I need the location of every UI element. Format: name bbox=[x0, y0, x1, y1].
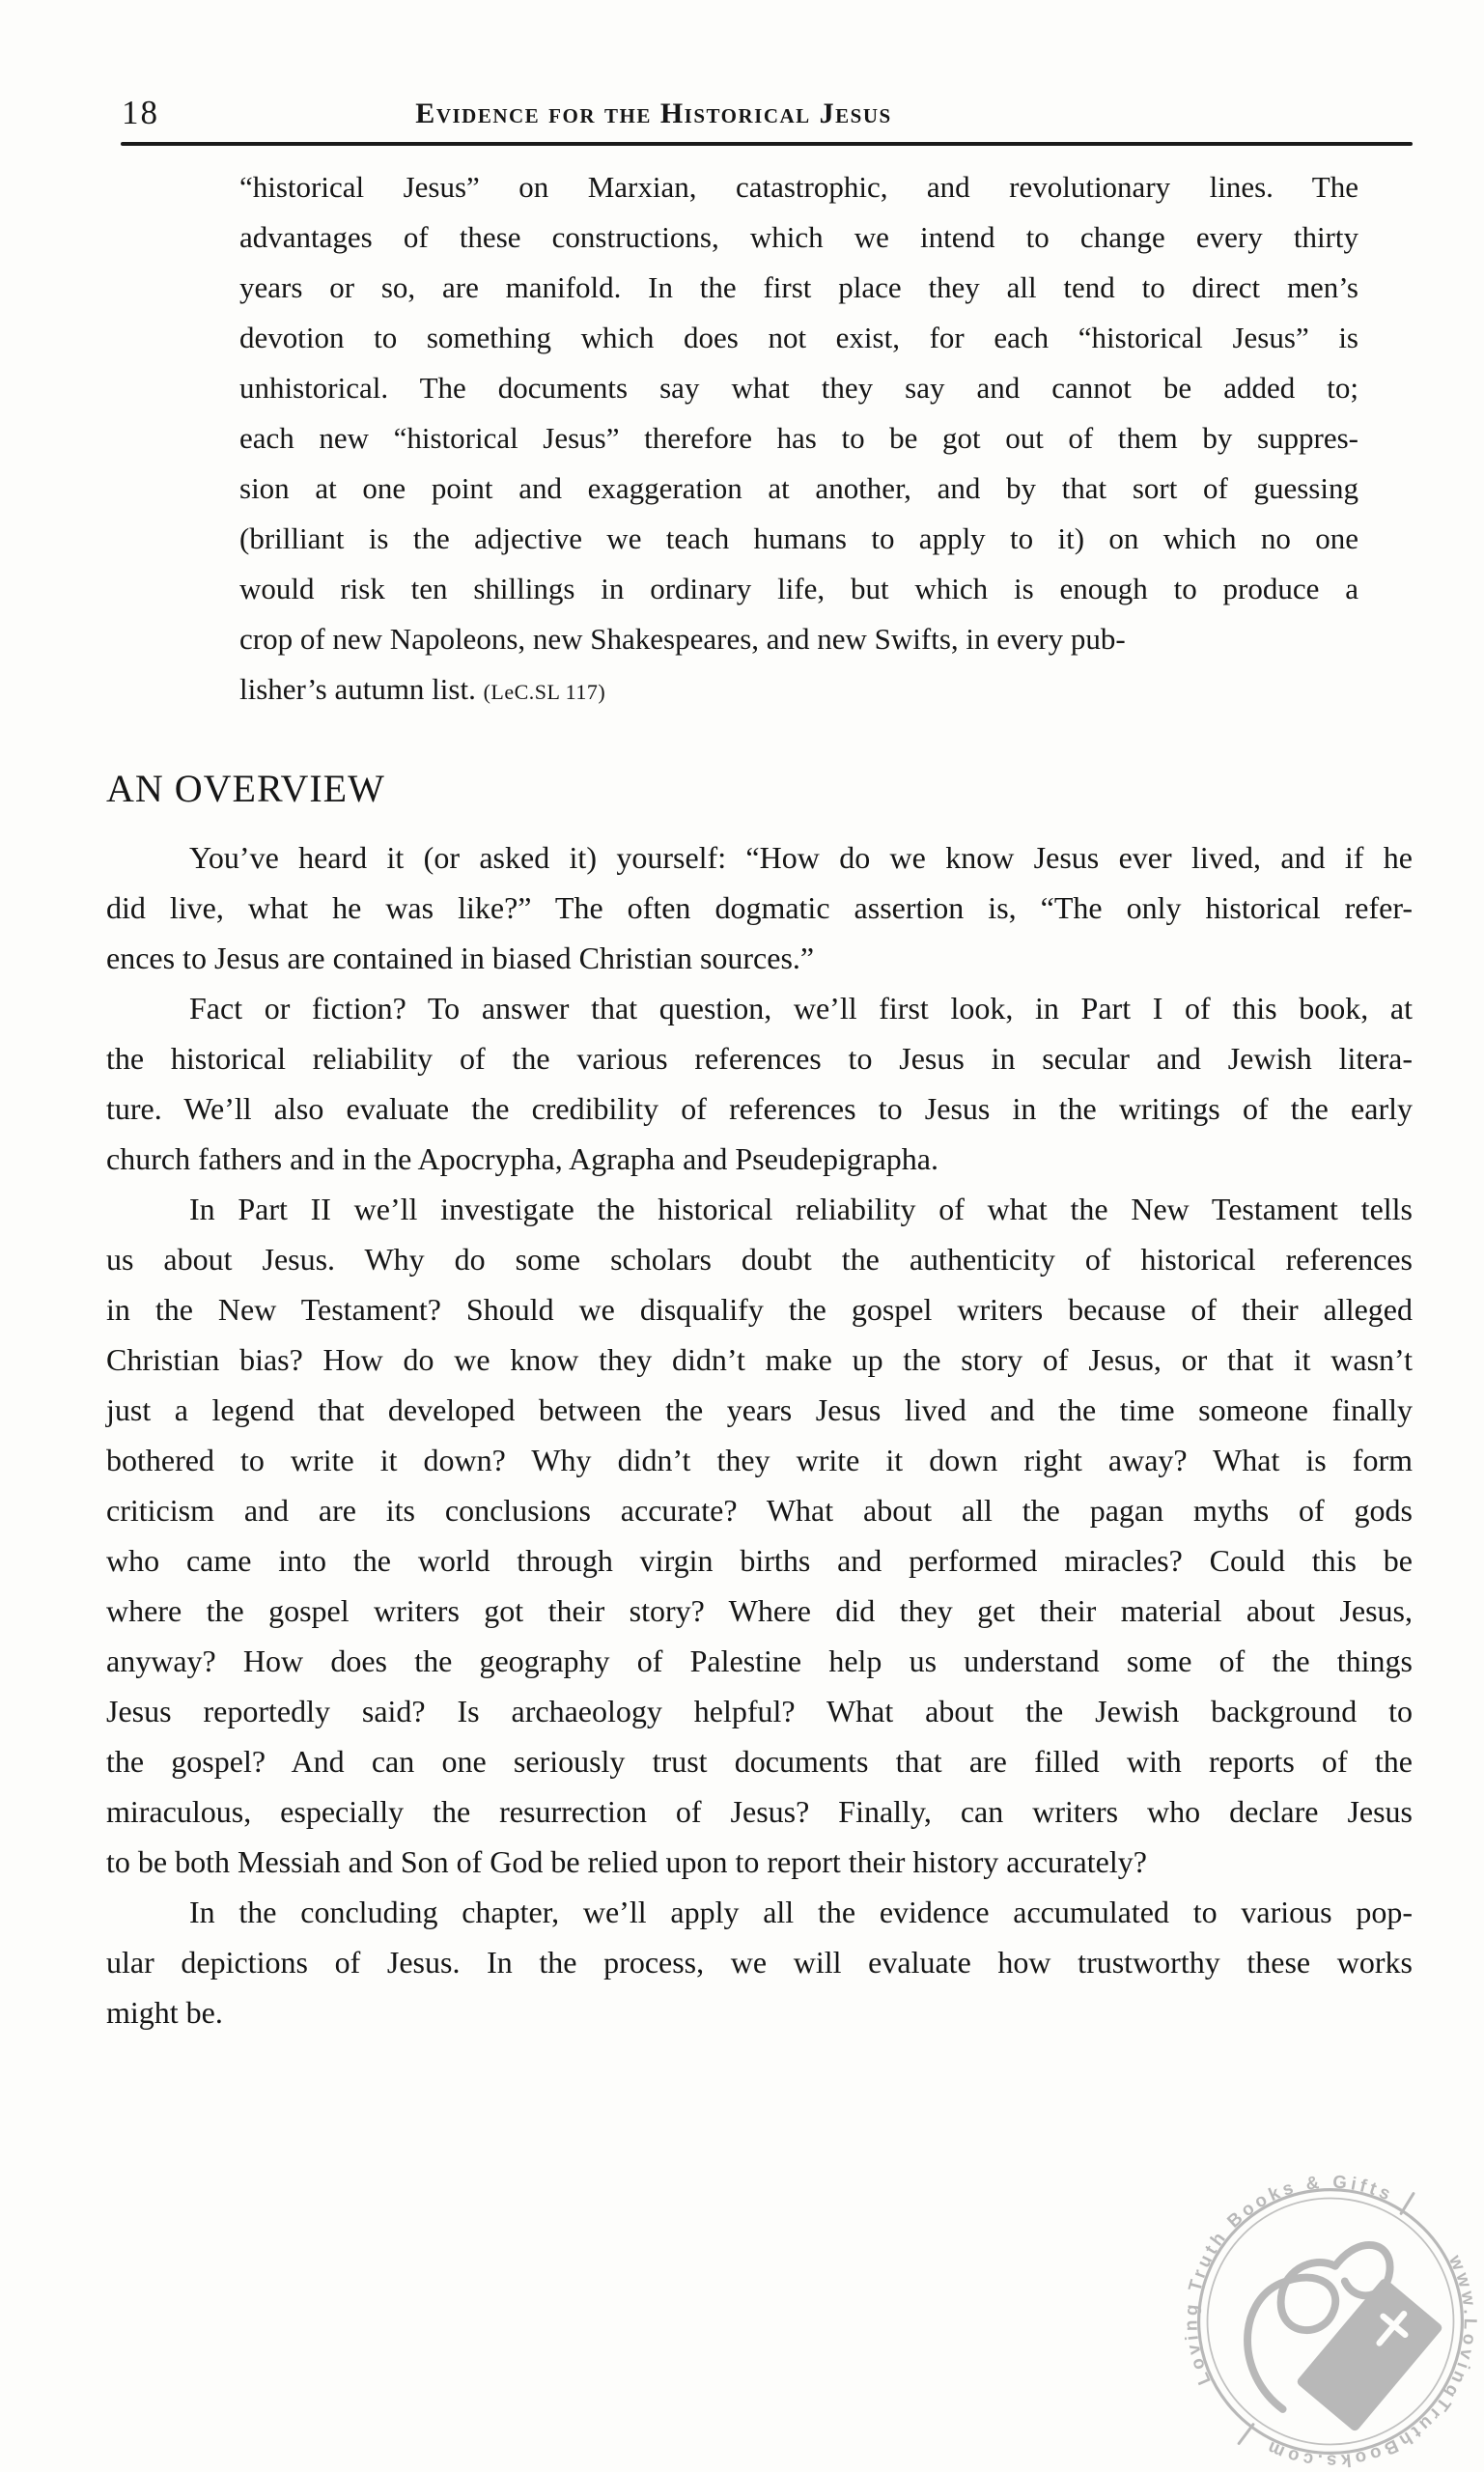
quote-line: years or so, are manifold. In the first place they all tend to direct men’s bbox=[239, 270, 1358, 304]
text-line: ular depictions of Jesus. In the process, we will evaluate how trustworthy these works bbox=[106, 1945, 1413, 1980]
text-line: miraculous, especially the resurrection of Jesus? Finally, can writers who declare Jesus bbox=[106, 1794, 1413, 1829]
quote-line: unhistorical. The documents say what they say and cannot be added to; bbox=[239, 371, 1358, 405]
text-line: who came into the world through virgin births and performed miracles? Could this be bbox=[106, 1543, 1413, 1578]
quote-line: (brilliant is the adjective we teach humans to apply to it) on which no one bbox=[239, 521, 1358, 555]
quote-last-line bbox=[239, 664, 1358, 717]
running-header: Evidence for the Historical Jesus bbox=[415, 98, 892, 129]
text-line: bothered to write it down? Why didn’t they write it down right away? What is form bbox=[106, 1443, 1413, 1477]
text-line: the historical reliability of the various references to Jesus in secular and Jewish litera- bbox=[106, 1041, 1413, 1076]
paragraph bbox=[106, 832, 1413, 983]
loving-truth-books-stamp bbox=[1168, 2159, 1484, 2472]
quote-line: each new “historical Jesus” therefore has to be got out of them by suppres- bbox=[239, 421, 1358, 455]
quote-line: devotion to something which does not exist, for each “historical Jesus” is bbox=[239, 321, 1358, 354]
header-rule bbox=[121, 142, 1413, 146]
text-line: anyway? How does the geography of Palestine help us understand some of the things bbox=[106, 1643, 1413, 1678]
section-heading: AN OVERVIEW bbox=[106, 767, 385, 810]
text-line: the gospel? And can one seriously trust documents that are filled with reports of the bbox=[106, 1744, 1413, 1779]
text-line: us about Jesus. Why do some scholars doubt the authenticity of historical references bbox=[106, 1242, 1413, 1277]
quote-line: would risk ten shillings in ordinary life, but which is enough to produce a bbox=[239, 572, 1358, 605]
text-line: just a legend that developed between the years Jesus lived and the time someone finally bbox=[106, 1392, 1413, 1427]
block-quote bbox=[239, 162, 1358, 717]
quote-line: crop of new Napoleons, new Shakespeares, and new Swifts, in every pub- bbox=[239, 622, 1126, 656]
stamp-arc-text-bottom: www.LovingTruthBooks.com bbox=[1261, 2251, 1481, 2472]
text-line: Christian bias? How do we know they didn’t make up the story of Jesus, or that it wasn’t bbox=[106, 1342, 1413, 1377]
text-line: where the gospel writers got their story? Where did they get their material about Jesus, bbox=[106, 1593, 1413, 1628]
text-line: criticism and are its conclusions accurate? What about all the pagan myths of gods bbox=[106, 1493, 1413, 1528]
page-number: 18 bbox=[122, 94, 159, 131]
stamp-book-icon bbox=[1296, 2277, 1444, 2432]
text-line: might be. bbox=[106, 1995, 223, 2030]
text-line: to be both Messiah and Son of God be relied upon to report their history accurately? bbox=[106, 1844, 1147, 1879]
paragraph bbox=[106, 983, 1413, 1184]
paragraph bbox=[106, 1184, 1413, 1887]
text-line: in the New Testament? Should we disqualify the gospel writers because of their alleged bbox=[106, 1292, 1413, 1327]
quote-line: sion at one point and exaggeration at another, and by that sort of guessing bbox=[239, 471, 1358, 505]
quote-last-line-text: lisher’s autumn list. bbox=[239, 672, 476, 706]
text-line: church fathers and in the Apocrypha, Agrapha and Pseudepigrapha. bbox=[106, 1141, 938, 1176]
paragraph bbox=[106, 1887, 1413, 2037]
stamp-arc-text-top: Loving Truth Books & Gifts bbox=[1180, 2171, 1398, 2388]
quote-line: “historical Jesus” on Marxian, catastrophic, and revolutionary lines. The bbox=[239, 170, 1358, 204]
text-line: did live, what he was like?” The often dogmatic assertion is, “The only historical refer- bbox=[106, 890, 1413, 925]
body-text bbox=[106, 832, 1413, 2037]
text-line: Fact or fiction? To answer that question, we’ll first look, in Part I of this book, at bbox=[189, 991, 1413, 1025]
text-line: In Part II we’ll investigate the historical reliability of what the New Testament tells bbox=[189, 1192, 1413, 1226]
stamp-slash-mark bbox=[1239, 2425, 1253, 2444]
text-line: Jesus reportedly said? Is archaeology helpful? What about the Jewish background to bbox=[106, 1694, 1413, 1728]
text-line: In the concluding chapter, we’ll apply all the evidence accumulated to various pop- bbox=[189, 1895, 1413, 1929]
quote-citation: (LeC.SL 117) bbox=[483, 680, 606, 704]
stamp-slash-mark bbox=[1401, 2194, 1414, 2214]
quote-line: advantages of these constructions, which we intend to change every thirty bbox=[239, 220, 1358, 254]
text-line: ture. We’ll also evaluate the credibility of references to Jesus in the writings of the early bbox=[106, 1091, 1413, 1126]
quote-lines bbox=[239, 162, 1358, 664]
text-line: You’ve heard it (or asked it) yourself: “How do we know Jesus ever lived, and if he bbox=[189, 840, 1413, 875]
text-line: ences to Jesus are contained in biased Christian sources.” bbox=[106, 941, 815, 975]
